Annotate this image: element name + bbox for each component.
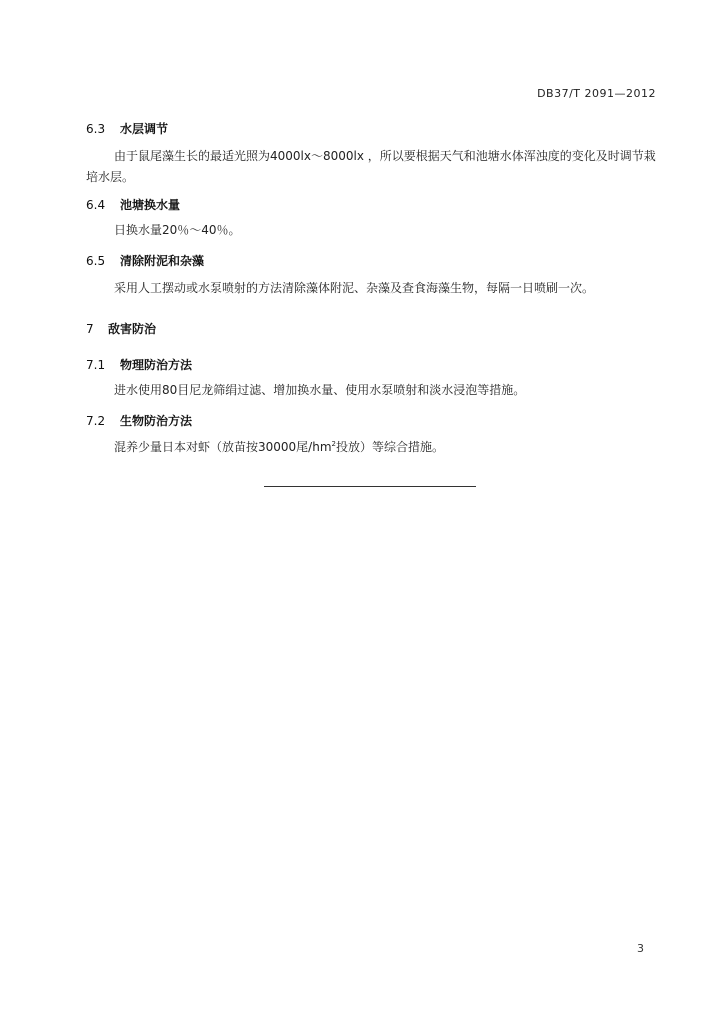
section-number: 6.4 (86, 198, 106, 212)
section-title: 清除附泥和杂藻 (120, 254, 205, 268)
page-number: 3 (637, 942, 644, 955)
standard-code: DB37/T 2091—2012 (537, 87, 656, 100)
paragraph-6-3: 由于鼠尾藻生长的最适光照为4000lx～8000lx ，所以要根据天气和池塘水体浑浊度的变化及时调节栽培水层。 (86, 149, 656, 184)
paragraph-7-1: 进水使用80目尼龙筛绢过滤、增加换水量、使用水泵喷射和淡水浸泡等措施。 (114, 383, 526, 397)
section-number: 7.1 (86, 358, 106, 372)
section-number: 7.2 (86, 414, 106, 428)
section-heading-6-5 (86, 252, 204, 269)
section-number: 6.5 (86, 254, 106, 268)
section-title: 物理防治方法 (120, 358, 193, 372)
section-title: 生物防治方法 (120, 414, 193, 428)
paragraph-6-4: 日换水量20％～40％。 (114, 223, 241, 237)
superscript: 2 (331, 440, 336, 448)
text-run: 投放）等综合措施。 (335, 440, 444, 454)
section-title: 水层调节 (120, 122, 169, 136)
section-number: 6.3 (86, 122, 106, 136)
section-heading-6-3 (86, 120, 168, 137)
paragraph-6-5: 采用人工摆动或水泵喷射的方法清除藻体附泥、杂藻及查食海藻生物，每隔一日喷刷一次。 (114, 281, 595, 295)
section-title: 敌害防治 (108, 322, 157, 336)
section-heading-7-2 (86, 412, 192, 429)
section-heading-6-4 (86, 196, 180, 213)
paragraph-7-2 (86, 437, 656, 458)
section-title: 池塘换水量 (120, 198, 181, 212)
text-run: 混养少量日本对虾（放苗按30000尾/hm (114, 440, 332, 454)
end-rule (264, 486, 476, 487)
section-number: 7 (86, 322, 94, 336)
section-heading-7 (86, 320, 156, 337)
section-heading-7-1 (86, 356, 192, 373)
